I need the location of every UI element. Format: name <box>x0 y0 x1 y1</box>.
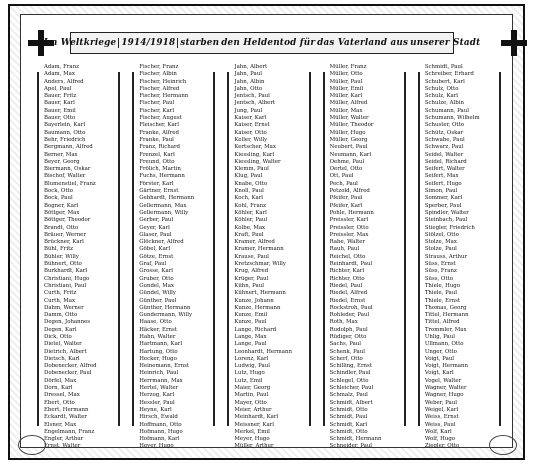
name-entry: Adam, Max <box>44 71 75 78</box>
name-entry: Adam, Franz <box>44 64 79 70</box>
name-entry: Schütz, Oskar <box>424 129 464 136</box>
name-entry: Dietrich, Albert <box>44 348 87 355</box>
name-entry: Fischer, Heinrich <box>139 78 187 85</box>
banner-part: das Vaterland aus <box>317 38 409 48</box>
name-entry: Apel, Paul <box>44 85 72 92</box>
name-entry: Seidel, Walter <box>424 151 464 158</box>
name-entry: Voigt, Hermann <box>424 363 468 370</box>
name-entry: Fischer, Alfred <box>139 85 180 92</box>
name-entry: Ebert, Otto <box>44 399 75 406</box>
name-entry: Tittel, Alfred <box>424 319 460 326</box>
name-entry: Klug, Paul <box>234 173 263 180</box>
name-entry: Franke, Paul <box>139 136 174 143</box>
name-entry: Pohle, Hermann <box>329 209 374 216</box>
name-entry: Gellermann, Max <box>139 202 187 209</box>
name-entry: Graf, Paul <box>139 261 167 268</box>
name-entry: Lange, Richard <box>234 326 277 333</box>
name-entry: Kühnert, Hermann <box>234 290 286 297</box>
name-entry: Schwarz, Paul <box>424 144 464 151</box>
name-entry: Wagner, Walter <box>424 385 467 392</box>
name-entry: Meyer, Hugo <box>234 436 270 443</box>
name-entry: Bock, Otto <box>44 188 73 195</box>
name-entry: Neubert, Paul <box>329 144 368 151</box>
name-entry: Kunze, Johann <box>234 297 274 304</box>
name-entry: Gruber, Otto <box>139 275 174 282</box>
name-entry: Knabe, Otto <box>234 180 268 187</box>
names-column <box>320 64 409 450</box>
name-entry: Brückner, Karl <box>44 239 84 246</box>
name-entry: Trommler, Max <box>424 326 467 333</box>
name-entry: Hartmann, Karl <box>139 341 183 348</box>
name-entry: Müller, Hugo <box>329 129 366 136</box>
name-entry: Beyer, Georg <box>44 158 80 165</box>
name-entry: Schuster, Otto <box>424 122 464 129</box>
name-entry: Kiessling, Karl <box>234 151 275 158</box>
name-entry: Schleicher, Paul <box>329 385 374 392</box>
name-entry: Schmidt, Paul <box>424 64 463 70</box>
name-entry: Fuchs, Hermann <box>139 173 185 180</box>
name-entry: Degen, Johannes <box>44 319 91 326</box>
name-entry: Kunze, Hermann <box>234 304 281 311</box>
name-entry: Christiani, Hugo <box>44 275 90 282</box>
name-entry: Gundermann, Willy <box>139 312 193 319</box>
name-entry: Ziegler, Otto <box>424 443 460 450</box>
name-entry: Müller, Emil <box>329 85 364 92</box>
name-entry: Gärtner, Ernst <box>139 188 179 195</box>
name-entry: Lutz, Emil <box>234 377 263 384</box>
name-entry: Curth, Max <box>44 297 76 304</box>
name-entry: Brandt, Otto <box>44 224 79 231</box>
name-entry: Gerber, Paul <box>139 217 174 224</box>
name-entry: Schmidt, Albert <box>329 399 373 406</box>
name-entry: Kertscher, Max <box>234 144 276 151</box>
name-entry: Frenzel, Karl <box>139 151 175 158</box>
name-entry: Bühl, Fritz <box>44 246 74 253</box>
name-entry: Kretzschmar, Willy <box>234 261 286 268</box>
name-entry: Voigt, Paul <box>424 355 455 362</box>
name-entry: Martin, Paul <box>234 392 269 399</box>
name-entry: Meier, Arthur <box>234 406 272 413</box>
name-entry: Stolze, Paul <box>424 246 457 253</box>
name-entry: Hessler, Paul <box>139 399 175 406</box>
name-entry: Dahm, Werner <box>44 304 84 311</box>
name-entry: Gellermann, Willy <box>139 209 189 216</box>
name-entry: Steinbach, Paul <box>424 217 468 224</box>
name-entry: Knoll, Paul <box>234 188 264 195</box>
name-entry: Weiss, Paul <box>424 421 456 428</box>
banner-part: starben <box>180 38 220 48</box>
name-entry: Jahn, Paul <box>234 71 262 78</box>
wreath-ornament-icon <box>489 435 517 455</box>
name-entry: Köhler, Karl <box>234 209 267 216</box>
name-entry: Hoffmann, Otto <box>139 421 182 428</box>
banner-part: unserer Stadt <box>410 38 481 48</box>
name-entry: Ernst, Walter <box>44 443 81 450</box>
name-entry: Baumann, Otto <box>44 129 86 136</box>
name-entry: Gündel, Willy <box>139 290 176 297</box>
name-entry: Lutz, Hugo <box>234 370 265 377</box>
name-entry: Kaiser, Ernst <box>234 122 270 129</box>
name-entry: Thomas, Georg <box>424 304 467 311</box>
name-entry: Fischer, Hermann <box>139 93 189 100</box>
name-entry: Tittel, Hermann <box>424 312 469 319</box>
name-entry: Schlegel, Otto <box>329 377 369 384</box>
name-entry: Thiele, Ernst <box>424 297 461 304</box>
name-entry: Richter, Otto <box>329 275 365 282</box>
name-entry: Grosse, Karl <box>139 268 174 275</box>
names-columns <box>34 64 504 450</box>
name-entry: Franz, Richard <box>139 144 180 151</box>
name-entry: Mayer, Otto <box>234 399 267 406</box>
name-entry: Eckardt, Walter <box>44 414 87 421</box>
name-entry: Schilling, Ernst <box>329 363 372 370</box>
name-entry: Berner, Max <box>44 151 78 158</box>
name-entry: Weber, Paul <box>424 399 457 406</box>
name-entry: Müller, Arthur <box>234 443 274 450</box>
name-entry: Dobenecker, Alfred <box>44 363 97 370</box>
name-entry: Krause, Paul <box>234 253 269 260</box>
name-entry: Neumann, Karl <box>329 151 372 158</box>
name-entry: Dorn, Karl <box>44 385 73 392</box>
name-entry: Schmidt, Karl <box>329 421 368 428</box>
name-entry: Süss, Otto <box>424 275 453 282</box>
banner-part: den Heldentod für <box>221 38 316 48</box>
name-entry: Riedel, Alfred <box>329 290 368 297</box>
name-entry: Seifert, Hugo <box>424 180 462 187</box>
name-entry: Seidel, Richard <box>424 158 467 165</box>
name-entry: Götze, Ernst <box>139 253 174 260</box>
name-entry: Roth, Max <box>329 319 358 326</box>
name-entry: Kaiser, Karl <box>234 115 267 122</box>
name-entry: Engelmann, Franz <box>44 428 95 435</box>
name-entry: Dressel, Max <box>44 392 80 399</box>
name-entry: Fischer, Karl <box>139 107 175 114</box>
name-entry: Schenk, Paul <box>329 348 365 355</box>
name-entry: Simon, Paul <box>424 188 458 195</box>
name-entry: Wolf, Karl <box>424 428 452 435</box>
name-entry: Anders, Alfred <box>44 78 84 85</box>
name-entry: Bauer, Emil <box>44 107 76 114</box>
name-entry: Christiani, Paul <box>44 282 87 289</box>
name-entry: Böttger, Max <box>44 209 80 216</box>
name-entry: Kraft, Paul <box>234 231 264 238</box>
name-entry: Kunze, Emil <box>234 312 268 319</box>
name-entry: Kühn, Paul <box>234 282 264 289</box>
name-entry: Thiele, Hugo <box>424 282 461 289</box>
name-entry: Häcker, Ernst <box>139 326 177 333</box>
name-entry: Spindler, Walter <box>424 209 469 216</box>
name-entry: Fischer, Franz <box>139 64 179 70</box>
name-entry: Biermann, Oskar <box>44 166 91 173</box>
name-entry: Schmidt, Hermann <box>329 436 382 443</box>
name-entry: Kohl, Franz <box>234 202 266 209</box>
name-entry: Franke, Alfred <box>139 129 179 136</box>
name-entry: Sachs, Paul <box>329 341 361 348</box>
name-entry: Preissler, Karl <box>329 217 369 224</box>
name-entry: Schmidt, Otto <box>329 428 368 435</box>
name-entry: Lange, Max <box>234 333 267 340</box>
name-entry: Heinrich, Paul <box>139 370 179 377</box>
name-entry: Bayerlein, Karl <box>44 122 86 129</box>
name-entry: Rudolph, Paul <box>329 326 368 333</box>
name-entry: Blumenstiel, Franz <box>44 180 96 187</box>
name-entry: Klemm, Paul <box>234 166 269 173</box>
name-entry: Müller, Georg <box>329 136 368 143</box>
name-entry: Ullmann, Otto <box>424 341 464 348</box>
name-entry: Heyne, Karl <box>139 406 172 413</box>
name-entry: Hertel, Walter <box>139 385 179 392</box>
name-entry: Richter, Karl <box>329 268 365 275</box>
name-entry: Seifert, Max <box>424 173 459 180</box>
name-entry: Schmidt, Otto <box>329 406 368 413</box>
name-entry: Fleischer, Karl <box>139 122 179 129</box>
name-entry: Müller, Theodor <box>329 122 374 129</box>
name-entry: Curth, Fritz <box>44 290 77 297</box>
name-entry: Schneider, Paul <box>329 443 373 450</box>
name-entry: Jung, Paul <box>234 107 263 114</box>
name-entry: Dietsch, Karl <box>44 355 80 362</box>
name-entry: Geyer, Karl <box>139 224 170 231</box>
name-entry: Frölich, Martin <box>139 166 181 173</box>
name-entry: Schindler, Paul <box>329 370 371 377</box>
iron-cross-icon <box>501 30 527 56</box>
name-entry: Lorenz, Karl <box>234 355 269 362</box>
name-entry: Jahn, Albert <box>234 64 268 70</box>
name-entry: Rohleder, Paul <box>329 312 370 319</box>
name-entry: Günther, Paul <box>139 297 177 304</box>
name-entry: Freund, Otto <box>139 158 175 165</box>
name-entry: Keller, Willy <box>234 136 268 143</box>
name-entry: Müller, Otto <box>329 71 363 78</box>
name-entry: Ott, Paul <box>329 173 354 180</box>
name-entry: Vogel, Walter <box>424 377 462 384</box>
name-entry: Wolf, Hugo <box>424 436 456 443</box>
names-column <box>415 64 504 450</box>
name-entry: Merkel, Emil <box>234 428 270 435</box>
name-entry: Müller, Walter <box>329 115 369 122</box>
name-entry: Dietel, Walter <box>44 341 82 348</box>
name-entry: Kunze, Paul <box>234 319 267 326</box>
name-entry: Dörfel, Max <box>44 377 77 384</box>
name-entry: Hofmann, Karl <box>139 436 180 443</box>
name-entry: Förster, Karl <box>139 180 174 187</box>
name-entry: Kolbe, Max <box>234 224 266 231</box>
name-entry: Rabe, Walter <box>329 239 366 246</box>
name-entry: Schwabe, Paul <box>424 136 465 143</box>
name-entry: Leonhardt, Hermann <box>234 348 292 355</box>
name-entry: Süss, Franz <box>424 268 457 275</box>
name-entry: Haase, Otto <box>139 319 172 326</box>
name-entry: Bock, Paul <box>44 195 73 202</box>
name-entry: Köhler, Paul <box>234 217 268 224</box>
name-entry: Hirsch, Ewald <box>139 414 178 421</box>
name-entry: Seifert, Walter <box>424 166 465 173</box>
name-entry: Hecker, Hugo <box>139 355 177 362</box>
name-entry: Bischof, Walter <box>44 173 86 180</box>
name-entry: Behr, Friedrich <box>44 136 86 143</box>
name-entry: Scherf, Otto <box>329 355 363 362</box>
name-entry: Voigt, Karl <box>424 370 454 377</box>
name-entry: Damm, Otto <box>44 312 78 319</box>
name-entry: Dick, Otto <box>44 333 72 340</box>
name-entry: Schulz, Otto <box>424 85 459 92</box>
name-entry: Hartung, Otto <box>139 348 178 355</box>
name-entry: Gundel, Max <box>139 282 175 289</box>
name-entry: Meinhardt, Karl <box>234 414 279 421</box>
name-entry: Stolze, Max <box>424 239 457 246</box>
name-entry: Kramer, Hermann <box>234 246 284 253</box>
name-entry: Pfeifer, Karl <box>329 202 363 209</box>
name-entry: Ludwig, Paul <box>234 363 270 370</box>
name-entry: Pech, Paul <box>329 180 358 187</box>
name-entry: Wagner, Hugo <box>424 392 464 399</box>
name-entry: Jahn, Albin <box>234 78 265 85</box>
name-entry: Bühler, Willy <box>44 253 79 260</box>
name-entry: Reinhardt, Paul <box>329 261 373 268</box>
name-entry: Riedel, Ernst <box>329 297 366 304</box>
banner-part: Im Weltkriege <box>43 38 117 48</box>
wreath-ornament-icon <box>18 435 46 455</box>
name-entry: Müller, Max <box>329 107 363 114</box>
name-entry: Weigel, Karl <box>424 406 459 413</box>
name-entry: Sperber, Paul <box>424 202 462 209</box>
name-entry: Müller, Alfred <box>329 100 368 107</box>
name-entry: Glöckner, Alfred <box>139 239 184 246</box>
name-entry: Böttger, Theodor <box>44 217 91 224</box>
name-entry: Riedel, Paul <box>329 282 363 289</box>
name-entry: Schulze, Albin <box>424 100 464 107</box>
banner-years: 1914/1918 <box>118 38 178 48</box>
name-entry: Dobenecker, Paul <box>44 370 92 377</box>
name-entry: Kaiser, Otto <box>234 129 267 136</box>
name-entry: Kiessling, Walter <box>234 158 281 165</box>
name-entry: Preissler, Max <box>329 231 369 238</box>
name-entry: Maier, Georg <box>234 385 271 392</box>
name-entry: Süss, Ernst <box>424 261 456 268</box>
name-entry: Gebhardt, Hermann <box>139 195 195 202</box>
name-entry: Weiss, Ernst <box>424 414 459 421</box>
name-entry: Sommer, Karl <box>424 195 463 202</box>
name-entry: Jentsch, Albert <box>234 100 276 107</box>
name-entry: Petzold, Alfred <box>329 188 370 195</box>
name-entry: Engler, Arthur <box>44 436 84 443</box>
name-entry: Burkhardt, Karl <box>44 268 88 275</box>
name-entry: Günther, Hermann <box>139 304 191 311</box>
name-entry: Bauer, Karl <box>44 100 75 107</box>
name-entry: Bräuer, Werner <box>44 231 86 238</box>
name-entry: Lange, Paul <box>234 341 267 348</box>
name-entry: Hofmann, Hugo <box>139 428 183 435</box>
name-entry: Müller, Paul <box>329 78 363 85</box>
name-entry: Bergmann, Alfred <box>44 144 93 151</box>
name-entry: Rockstroh, Paul <box>329 304 373 311</box>
name-entry: Elsner, Max <box>44 421 77 428</box>
name-entry: Stiegler, Friedrich <box>424 224 475 231</box>
name-entry: Degen, Karl <box>44 326 77 333</box>
names-column <box>224 64 313 450</box>
name-entry: Göbel, Karl <box>139 246 171 253</box>
name-entry: Fischer, Albin <box>139 71 177 78</box>
name-entry: Schubert, Karl <box>424 78 465 85</box>
name-entry: Heinemann, Ernst <box>139 363 190 370</box>
name-entry: Schmidt, Paul <box>329 414 368 421</box>
name-entry: Oertel, Otto <box>329 166 363 173</box>
name-entry: Pfeifer, Paul <box>329 195 363 202</box>
name-entry: Oehme, Paul <box>329 158 365 165</box>
name-entry: Fischer, Paul <box>139 100 175 107</box>
name-entry: Schumann, Paul <box>424 107 469 114</box>
name-entry: Schmalz, Paul <box>329 392 368 399</box>
name-entry: Strauss, Arthur <box>424 253 468 260</box>
name-entry: Fischer, August <box>139 115 182 122</box>
name-entry: Hoyer, Hugo <box>139 443 174 450</box>
name-entry: Jahn, Otto <box>234 85 263 92</box>
name-entry: Uhlig, Paul <box>424 333 455 340</box>
name-entry: Schulz, Karl <box>424 93 459 100</box>
name-entry: Unger, Otto <box>424 348 457 355</box>
name-entry: Stölzel, Otto <box>424 231 459 238</box>
name-entry: Bauer, Fritz <box>44 93 77 100</box>
names-column <box>34 64 123 450</box>
name-entry: Bauer, Otto <box>44 115 76 122</box>
name-entry: Schumann, Wilhelm <box>424 115 480 122</box>
name-entry: Koch, Karl <box>234 195 263 202</box>
name-entry: Bühnert, Otto <box>44 261 82 268</box>
names-column <box>129 64 218 450</box>
name-entry: Müller, Karl <box>329 93 363 100</box>
name-entry: Thiele, Paul <box>424 290 457 297</box>
name-entry: Krüger, Paul <box>234 275 269 282</box>
name-entry: Kramer, Alfred <box>234 239 275 246</box>
name-entry: Reichel, Otto <box>329 253 366 260</box>
name-entry: Krug, Alfred <box>234 268 269 275</box>
name-entry: Ebert, Hermann <box>44 406 89 413</box>
name-entry: Rüdiger, Otto <box>329 333 367 340</box>
name-entry: Schreiber, Erhard <box>424 71 474 78</box>
name-entry: Jentsch, Paul <box>234 93 270 100</box>
name-entry: Meissner, Karl <box>234 421 274 428</box>
name-entry: Bogner, Karl <box>44 202 79 209</box>
name-entry: Müller, Franz <box>329 64 367 70</box>
name-entry: Herrmann, Max <box>139 377 183 384</box>
memorial-banner <box>43 32 481 54</box>
name-entry: Glaser, Paul <box>139 231 172 238</box>
name-entry: Preissler, Otto <box>329 224 369 231</box>
name-entry: Herzog, Karl <box>139 392 175 399</box>
name-entry: Hahn, Walter <box>139 333 176 340</box>
name-entry: Rauh, Paul <box>329 246 360 253</box>
